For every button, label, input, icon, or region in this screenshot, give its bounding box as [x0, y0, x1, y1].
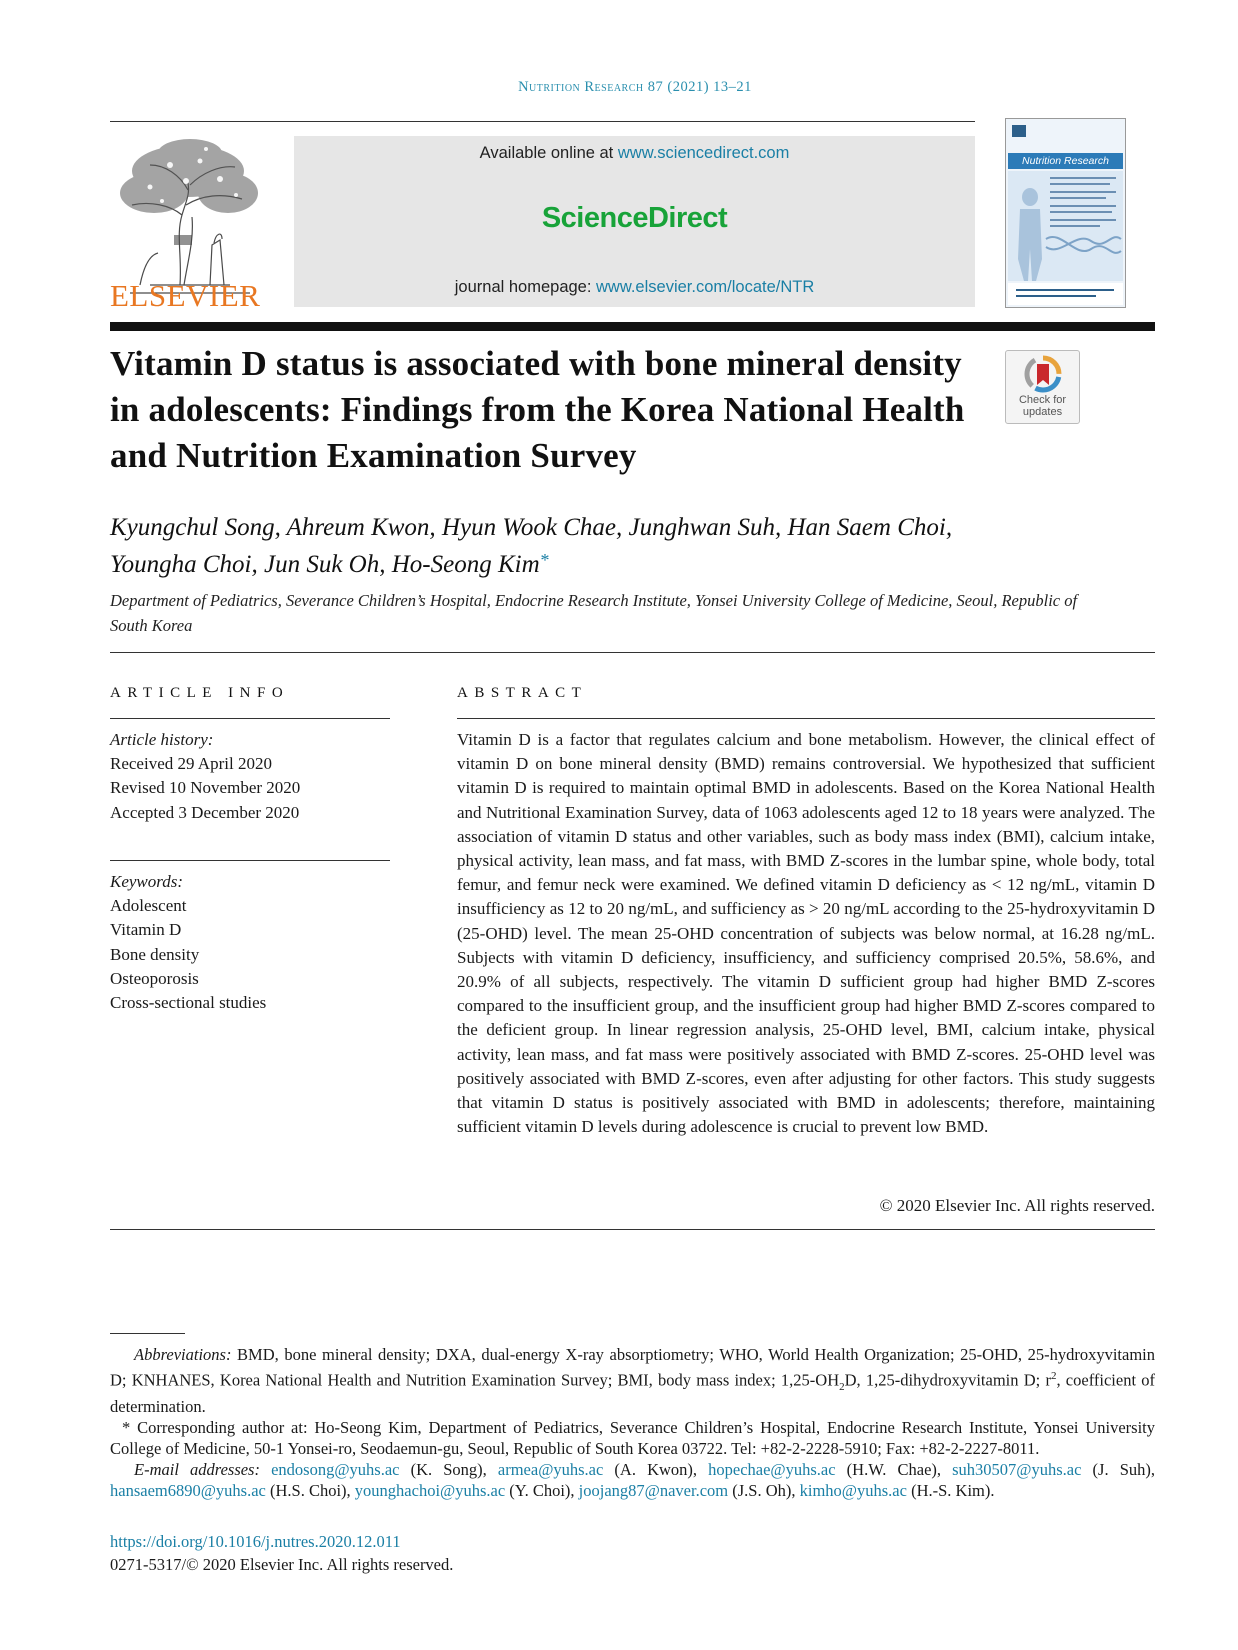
corresponding-author-mark[interactable]: *: [539, 550, 549, 570]
keyword-item: Vitamin D: [110, 920, 182, 940]
sciencedirect-link[interactable]: www.sciencedirect.com: [617, 144, 790, 162]
header-rule: [110, 121, 975, 122]
abstract-body: Vitamin D is a factor that regulates calcium and bone metabolism. However, the clinical effect of vitamin D on bone mineral density (BMD) remains controversial. We hypothesized that sufficient vitamin D is required to maintain optimal BMD in adolescents. Based on the Korea National Health and Nutritional Examination Survey, data of 1063 adolescents aged 12 to 18 years were analyzed. The association of vitamin D status and other variables, such as body mass index (BMI), calcium intake, physical activity, lean mass, and fat mass, with BMD Z-scores in the lumbar spine, whole body, total femur, and femur neck were examined. We defined vitamin D deficiency as < 12 ng/mL, vitamin D insufficiency as 12 to 20 ng/mL, and sufficiency as > 20 ng/mL according to the 25-hydroxyvitamin D (25-OHD) level. The mean 25-OHD concentration of subjects was below normal, at 16.28 ng/mL. Subjects with vitamin D deficiency, insufficiency, and sufficiency comprised 20.5%, 58.6%, and 20.9% of all subjects, respectively. The vitamin D sufficient group had higher BMD Z-scores compared to the insufficient group, and the insufficient group had higher BMD Z-scores compared to the deficient group. In linear regression analysis, 25-OHD level, BMI, calcium intake, physical activity, lean mass, and fat mass were positively associated with BMD Z-scores. 25-OHD level was positively associated with BMD Z-scores, even after adjusting for other factors. This study suggests that vitamin D status is positively associated with BMD in adolescents; therefore, maintaining sufficient vitamin D levels during adolescence is crucial to prevent low BMD.: [457, 730, 1155, 1137]
title-top-rule: [110, 322, 1155, 331]
check-updates-icon: [1024, 355, 1062, 393]
journal-homepage-label: journal homepage:: [454, 278, 597, 296]
keywords-section: [110, 870, 390, 1015]
authors-line-2: [110, 544, 1110, 581]
email-link[interactable]: hopechae@yuhs.ac: [708, 1459, 836, 1479]
corresponding-footnote-mark: *: [122, 1418, 131, 1438]
abbreviations-footnote: [110, 1345, 1155, 1418]
email-link[interactable]: suh30507@yuhs.ac: [952, 1459, 1082, 1479]
keyword-item: Cross-sectional studies: [110, 993, 267, 1013]
footnote-rule: [110, 1333, 185, 1334]
abbreviations-subscript: 2: [839, 1380, 845, 1393]
keyword-item: Osteoporosis: [110, 968, 199, 988]
email-owner: (A. Kwon),: [603, 1459, 709, 1479]
affiliation-rule: [110, 652, 1155, 653]
authors-line-1: Kyungchul Song, Ahreum Kwon, Hyun Wook Chae, Junghwan Suh, Han Saem Choi,: [110, 514, 953, 541]
revised-date: Revised 10 November 2020: [110, 778, 301, 798]
doi-block: [110, 1530, 453, 1576]
doi-link[interactable]: https://doi.org/10.1016/j.nutres.2020.12.011: [110, 1532, 401, 1551]
email-owner: (H.W. Chae),: [835, 1459, 953, 1479]
journal-cover-thumbnail: [1005, 118, 1126, 308]
abstract-heading: ABSTRACT: [457, 685, 588, 701]
abbreviations-text: BMD, bone mineral density; DXA, dual-energy X-ray absorptiometry; WHO, World Health Organization; 25-OHD, 25-hydroxyvitamin D; KNHANES, Korea National Health and Nutrition Examination Survey; BMI, body mass index; 1,25-OH: [110, 1345, 1155, 1390]
email-owner: (Y. Choi),: [505, 1480, 579, 1500]
article-info-heading: ARTICLE INFO: [110, 685, 290, 701]
abbreviations-superscript: 2: [1050, 1369, 1057, 1382]
author-affiliation: Department of Pediatrics, Severance Children’s Hospital, Endocrine Research Institute, Yonsei University College of Medicine, Seoul, Republic of South Korea: [110, 591, 1078, 635]
email-owner: (J. Suh),: [1081, 1459, 1155, 1479]
email-link[interactable]: younghachoi@yuhs.ac: [354, 1480, 506, 1500]
abbreviations-label: Abbreviations:: [134, 1345, 232, 1364]
journal-cover-art: [1006, 119, 1125, 307]
abbreviations-text-end: , coefficient of determination.: [110, 1370, 1156, 1417]
keyword-item: Adolescent: [110, 896, 187, 916]
email-link[interactable]: armea@yuhs.ac: [497, 1459, 604, 1479]
email-owner: (J.S. Oh),: [728, 1480, 800, 1500]
article-history-label: Article history:: [110, 730, 214, 749]
available-online-line: [294, 144, 975, 163]
email-footnote: [110, 1460, 1155, 1502]
authors-line-2-text: Youngha Choi, Jun Suk Oh, Ho-Seong Kim: [110, 551, 540, 578]
abbreviations-text-mid: D, 1,25-dihydroxyvitamin D; r: [844, 1370, 1051, 1390]
article-history: [110, 728, 390, 825]
article-info-rule: [110, 718, 390, 719]
sciencedirect-banner: [294, 136, 975, 307]
journal-homepage-link[interactable]: www.elsevier.com/locate/NTR: [596, 278, 815, 296]
abstract-rule: [457, 718, 1155, 719]
check-updates-label: Check for updates: [1018, 394, 1067, 418]
abstract-copyright: © 2020 Elsevier Inc. All rights reserved.: [879, 1196, 1155, 1215]
journal-cover-title: Nutrition Research: [1008, 153, 1123, 169]
journal-homepage-line: [294, 278, 975, 297]
email-owner: (H.S. Choi),: [265, 1480, 355, 1500]
author-list: [110, 512, 1110, 581]
issn-copyright: 0271-5317/© 2020 Elsevier Inc. All rights reserved.: [110, 1555, 454, 1574]
email-link[interactable]: hansaem6890@yuhs.ac: [110, 1480, 266, 1500]
journal-running-head: Nutrition Research 87 (2021) 13–21: [518, 79, 752, 95]
email-owner: (H.-S. Kim).: [906, 1480, 995, 1500]
received-date: Received 29 April 2020: [110, 754, 272, 774]
email-owner: (K. Song),: [399, 1459, 498, 1479]
check-for-updates-button[interactable]: [1005, 350, 1080, 424]
corresponding-footnote: [110, 1418, 1155, 1460]
email-link[interactable]: kimho@yuhs.ac: [799, 1480, 907, 1500]
email-link[interactable]: joojang87@naver.com: [578, 1480, 729, 1500]
article-title: Vitamin D status is associated with bone mineral density in adolescents: Findings from the Korea National Health and Nutrition Examination Survey: [110, 344, 965, 475]
available-online-label: Available online at: [479, 144, 618, 162]
abstract-bottom-rule: [110, 1229, 1155, 1230]
keywords-rule: [110, 860, 390, 861]
accepted-date: Accepted 3 December 2020: [110, 802, 300, 822]
email-label: E-mail addresses:: [134, 1459, 260, 1479]
footnotes: [110, 1345, 1155, 1501]
sciencedirect-logo: ScienceDirect: [541, 202, 728, 234]
email-link[interactable]: endosong@yuhs.ac: [271, 1459, 400, 1479]
elsevier-wordmark: ELSEVIER: [110, 278, 261, 313]
keyword-item: Bone density: [110, 944, 200, 964]
corresponding-footnote-text: Corresponding author at: Ho-Seong Kim, Department of Pediatrics, Severance Children’s Hospital, Endocrine Research Institute, Yonsei University College of Medicine, 50-1 Yonsei-ro, Seodaemun-gu, Seoul, Republic of South Korea 03722. Tel: +82-2-2228-5910; Fax: +82-2-2227-8011.: [110, 1418, 1155, 1458]
keywords-label: Keywords:: [110, 872, 184, 891]
